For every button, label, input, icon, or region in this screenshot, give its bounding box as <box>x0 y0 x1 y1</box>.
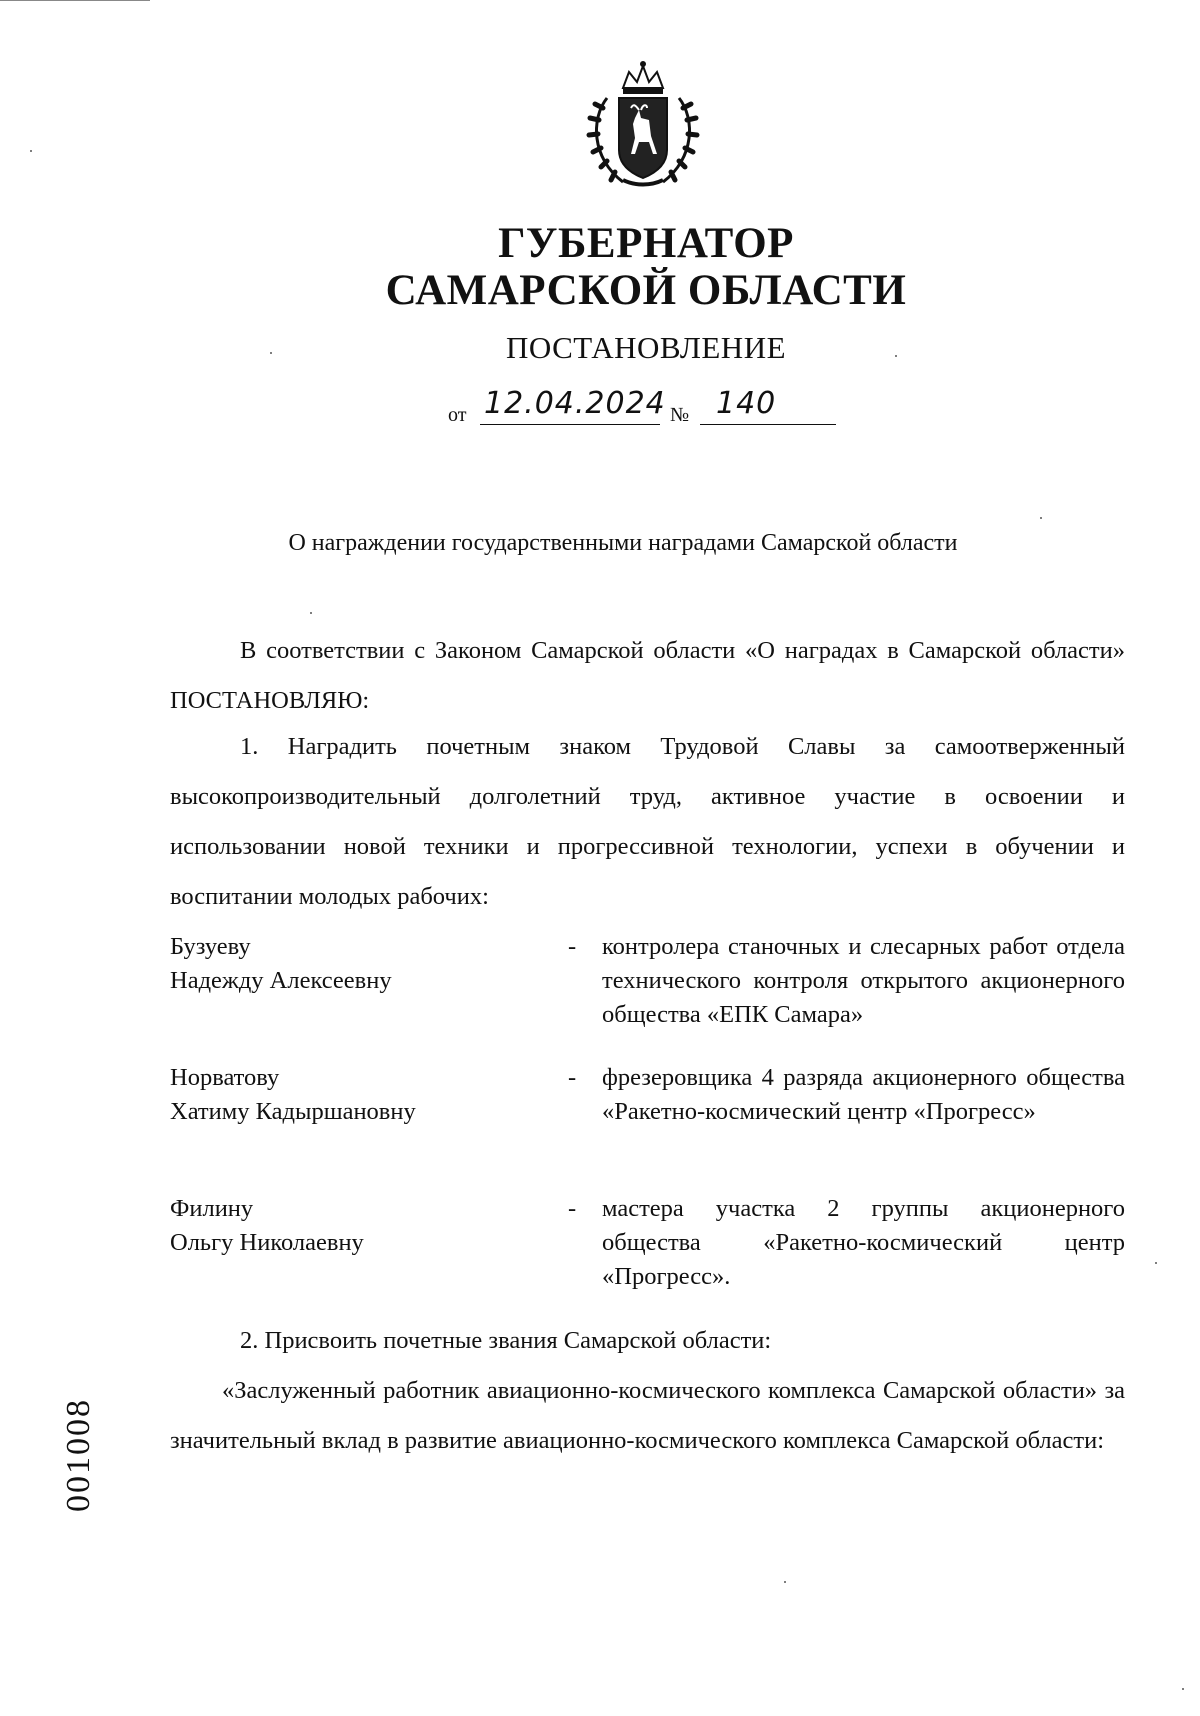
awardee-given-name: Ольгу Николаевну <box>170 1229 364 1256</box>
scan-speck <box>30 150 32 152</box>
scan-edge-line <box>0 0 150 1</box>
scan-speck <box>895 355 897 357</box>
awardee-surname: Филину <box>170 1195 254 1222</box>
scan-speck <box>1182 1688 1184 1690</box>
awardee-position: мастера участка 2 группы акционерного общества «Ракетно-космический центр «Прогресс». <box>602 1195 1125 1290</box>
awardee-position: контролера станочных и слесарных работ отдела технического контроля открытого акционерного общества «ЕПК Самара» <box>602 933 1125 1028</box>
awardee-dash: - <box>568 1195 577 1222</box>
serial-number: 001008 <box>60 1398 97 1512</box>
awardee-given-name: Надежду Алексеевну <box>170 967 392 994</box>
awardee-name <box>170 1192 550 1260</box>
title-line-2: САМАРСКОЙ ОБЛАСТИ <box>385 267 907 314</box>
item-1-paragraph: 1. Наградить почетным знаком Трудовой Славы за самоотверженный высокопроизводительный долголетний труд, активное участие в освоении и использовании новой техники и прогрессивной технологии, успехи в обучении и воспитании молодых рабочих: <box>170 733 1125 910</box>
scan-speck <box>270 352 272 354</box>
scan-speck <box>1155 1262 1157 1264</box>
date-prefix: от <box>448 404 467 426</box>
document-subject: О награждении государственными наградами Самарской области <box>288 530 958 556</box>
awardee-dash: - <box>568 933 577 960</box>
title-line-1: ГУБЕРНАТОР <box>498 220 794 267</box>
samara-coat-of-arms-icon <box>577 58 709 190</box>
preamble-paragraph: В соответствии с Законом Самарской области «О наградах в Самарской области» ПОСТАНОВЛЯЮ: <box>170 637 1125 714</box>
awardee-surname: Бузуеву <box>170 933 251 960</box>
scan-speck <box>784 1581 786 1583</box>
date-value: 12.04.2024 <box>484 386 666 421</box>
number-prefix: № <box>670 404 690 426</box>
document-type: ПОСТАНОВЛЕНИЕ <box>505 330 787 365</box>
awardee-name <box>170 930 550 998</box>
scan-speck <box>310 612 312 614</box>
scan-speck <box>1040 517 1042 519</box>
awardee-position: фрезеровщика 4 разряда акционерного общества «Ракетно-космический центр «Прогресс» <box>602 1064 1125 1125</box>
awardee-surname: Норватову <box>170 1064 280 1091</box>
awardee-given-name: Хатиму Кадыршановну <box>170 1098 416 1125</box>
awardee-name <box>170 1061 550 1129</box>
item-2-title-paragraph: «Заслуженный работник авиационно-космического комплекса Самарской области» за значительный вклад в развитие авиационно-космического комплекса Самарской области: <box>170 1377 1125 1454</box>
number-underline <box>700 424 836 425</box>
date-number-line <box>448 384 848 434</box>
item-2-paragraph: 2. Присвоить почетные звания Самарской области: <box>240 1327 772 1354</box>
date-underline <box>480 424 660 425</box>
number-value: 140 <box>716 386 777 421</box>
awardee-dash: - <box>568 1064 577 1091</box>
